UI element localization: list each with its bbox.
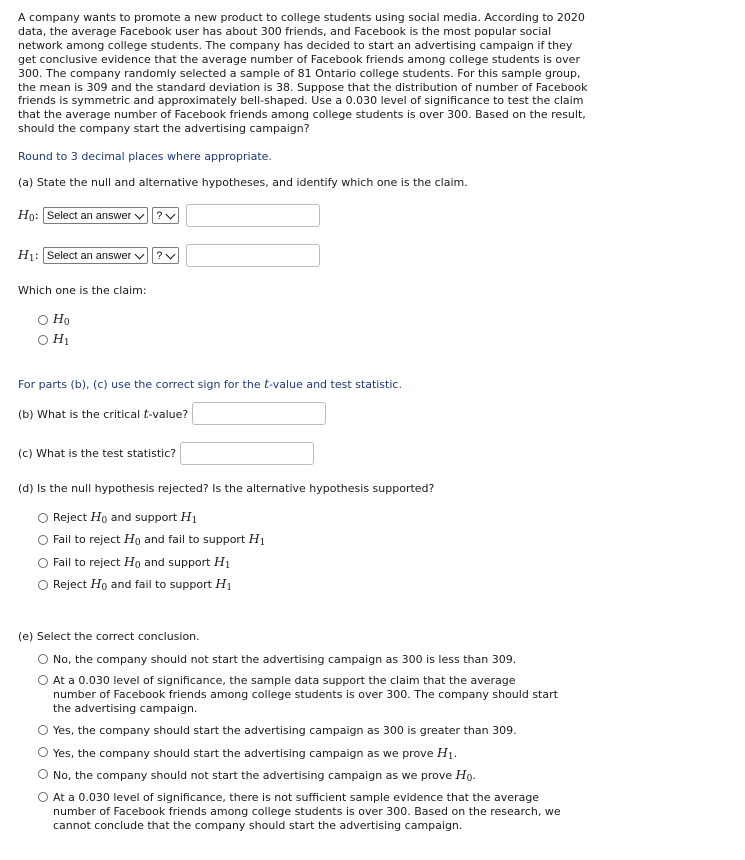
- part-e-prompt: (e) Select the correct conclusion.: [18, 630, 200, 643]
- part-c-row: [18, 442, 314, 465]
- h0-label: $H_0$:: [18, 207, 39, 224]
- decision-option-label: Fail to reject $H_0$ and support $H_1$: [53, 554, 231, 571]
- conclusion-option-6[interactable]: [38, 791, 573, 833]
- conclusion-option-label: Yes, the company should start the advertising campaign as 300 is greater than 309.: [53, 724, 517, 737]
- rounding-instruction: Round to 3 decimal places where appropriate.: [18, 150, 272, 163]
- conclusion-option-3[interactable]: [38, 724, 568, 738]
- h1-value-input[interactable]: [186, 244, 320, 267]
- conclusion-option-label: At a 0.030 level of significance, there is not sufficient sample evidence that the average number of Facebook friends among college students is over 300. Based on the research, we cannot conclude that the company should start the advertising campaign.: [53, 791, 561, 832]
- h1-operator-select[interactable]: ?: [152, 247, 179, 264]
- conclusion-option-2[interactable]: [38, 674, 558, 716]
- part-a-prompt: (a) State the null and alternative hypotheses, and identify which one is the claim.: [18, 176, 468, 189]
- decision-option-label: Reject $H_0$ and fail to support $H_1$: [53, 576, 233, 593]
- h0-parameter-select[interactable]: Select an answer: [43, 207, 148, 224]
- radio-button[interactable]: [38, 654, 48, 664]
- radio-button[interactable]: [38, 792, 48, 802]
- h0-operator-select[interactable]: ?: [152, 207, 179, 224]
- radio-button[interactable]: [38, 675, 48, 685]
- conclusion-option-4[interactable]: [38, 746, 568, 765]
- chevron-down-icon: [166, 209, 176, 219]
- radio-button[interactable]: [38, 747, 48, 757]
- conclusion-option-label: No, the company should not start the advertising campaign as 300 is less than 309.: [53, 653, 517, 666]
- radio-button[interactable]: [38, 513, 48, 523]
- decision-option-3[interactable]: [38, 554, 231, 571]
- h0-value-input[interactable]: [186, 204, 320, 227]
- critical-t-value-input[interactable]: [192, 402, 326, 425]
- claim-option-label: $H_0$: [53, 311, 70, 328]
- radio-button[interactable]: [38, 558, 48, 568]
- claim-option-label: $H_1$: [53, 331, 70, 348]
- conclusion-option-label: No, the company should not start the advertising campaign as we prove $H_0$.: [53, 767, 476, 784]
- radio-button[interactable]: [38, 315, 48, 325]
- decision-option-1[interactable]: [38, 509, 197, 526]
- conclusion-option-label: Yes, the company should start the advertising campaign as we prove $H_1$.: [53, 745, 458, 762]
- conclusion-option-label: At a 0.030 level of significance, the sample data support the claim that the average number of Facebook friends among college students is over 300. The company should start the advertising campaign.: [53, 674, 558, 715]
- chevron-down-icon: [135, 209, 145, 219]
- conclusion-option-5[interactable]: [38, 768, 568, 787]
- problem-statement: A company wants to promote a new product to college students using social media. According to 2020 data, the average Facebook user has about 300 friends, and Facebook is the most popular social network among college students. The company has decided to start an advertising campaign if they get conclusive evidence that the average number of Facebook friends among college students is over 300. The company randomly selected a sample of 81 Ontario college students. For this sample group, the mean is 309 and the standard deviation is 38. Suppose that the distribution of number of Facebook friends is symmetric and approximately bell-shaped. Use a 0.030 level of significance to test the claim that the average number of Facebook friends among college students is over 300. Based on the result, should the company start the advertising campaign?: [18, 11, 588, 136]
- radio-button[interactable]: [38, 580, 48, 590]
- part-d-prompt: (d) Is the null hypothesis rejected? Is the alternative hypothesis supported?: [18, 482, 435, 495]
- decision-option-label: Fail to reject $H_0$ and fail to support $H_1$: [53, 531, 266, 548]
- parts-bc-note: For parts (b), (c) use the correct sign for the t-value and test statistic.: [18, 376, 402, 391]
- chevron-down-icon: [166, 249, 176, 259]
- conclusion-option-1[interactable]: [38, 653, 568, 667]
- decision-option-label: Reject $H_0$ and support $H_1$: [53, 509, 198, 526]
- claim-option-h0[interactable]: [38, 311, 70, 328]
- radio-button[interactable]: [38, 335, 48, 345]
- radio-button[interactable]: [38, 769, 48, 779]
- h1-parameter-select[interactable]: Select an answer: [43, 247, 148, 264]
- h1-row: [18, 244, 320, 267]
- decision-option-4[interactable]: [38, 576, 232, 593]
- part-c-prompt: (c) What is the test statistic?: [18, 447, 177, 460]
- claim-prompt: Which one is the claim:: [18, 284, 147, 297]
- chevron-down-icon: [135, 249, 145, 259]
- claim-option-h1[interactable]: [38, 331, 70, 348]
- radio-button[interactable]: [38, 535, 48, 545]
- radio-button[interactable]: [38, 725, 48, 735]
- test-statistic-input[interactable]: [180, 442, 314, 465]
- h0-row: [18, 204, 320, 227]
- part-b-prompt: (b) What is the critical t-value?: [18, 406, 189, 421]
- part-b-row: [18, 402, 326, 425]
- h1-label: $H_1$:: [18, 247, 39, 264]
- decision-option-2[interactable]: [38, 531, 265, 548]
